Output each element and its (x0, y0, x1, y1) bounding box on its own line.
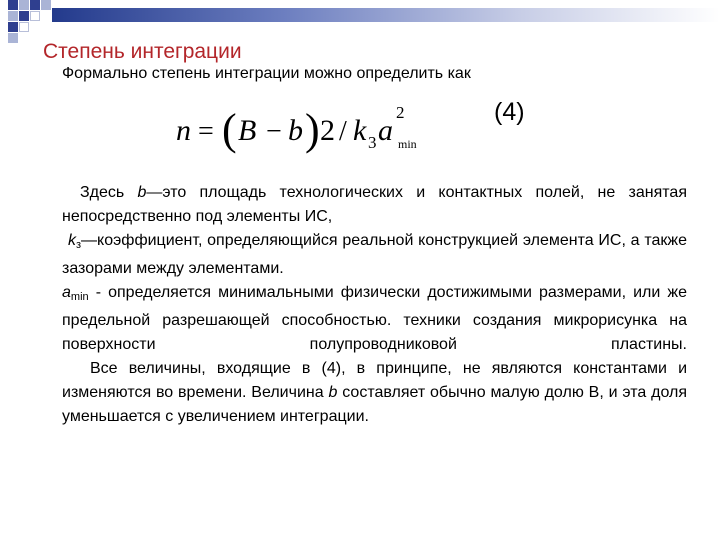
paragraph-b (62, 181, 687, 229)
formula-a-sub: min (398, 137, 417, 151)
decor-square (19, 11, 29, 21)
paragraph-amin (62, 281, 687, 357)
text-span: составляет обычно малую долю В, и эта доля уменьшается с увеличением интеграции. (62, 384, 687, 425)
var-k: k (68, 232, 76, 249)
decor-square (30, 11, 40, 21)
var-a: a (62, 284, 71, 301)
text-span: —коэффициент, определяющийся реальной конструкцией элемента ИС, а также зазорами между элементами. (62, 232, 687, 277)
formula-a-sup: 2 (396, 103, 405, 122)
formula-b: b (288, 114, 303, 147)
slide-title: Степень интеграции (43, 40, 242, 63)
var-a-sub: min (70, 291, 89, 303)
decor-square (8, 11, 18, 21)
formula-rparen: ) (305, 105, 320, 154)
formula-lparen: ( (222, 105, 237, 154)
equation-number: (4) (494, 98, 525, 126)
text-span: - определяется минимальными физически достижимыми размерами, или же предельной разрешающей способностью. техники создания микрорисунка на поверхности полупроводниковой пластины. (62, 284, 687, 353)
formula-k-sub: 3 (368, 133, 377, 152)
decor-square (41, 0, 51, 10)
formula-minus: − (266, 116, 282, 147)
formula-eq: = (198, 116, 214, 147)
formula-B: B (238, 114, 257, 147)
decor-square (19, 0, 29, 10)
header-band (52, 8, 720, 22)
var-k-sub: з (76, 239, 82, 251)
formula-n: n (176, 114, 191, 147)
decor-square (8, 22, 18, 32)
formula-two: 2 (320, 114, 335, 147)
body-text (62, 181, 687, 429)
decor-square (8, 33, 18, 43)
decor-square (8, 0, 18, 10)
formula-k: k (353, 114, 367, 147)
paragraph-summary (62, 357, 687, 429)
var-b: b (137, 184, 147, 201)
var-b: b (328, 384, 338, 401)
formula (172, 98, 442, 158)
text-span: Здесь (80, 184, 138, 201)
decor-square (19, 22, 29, 32)
text-span: —это площадь технологических и контактных полей, не занятая непосредственно под элементы ИС, (62, 184, 687, 225)
intro-text: Формально степень интеграции можно определить как (62, 65, 471, 82)
decor-square (30, 0, 40, 10)
text-span: Все величины, входящие в (4), в принципе, не являются константами и изменяются во времени. Величина (62, 360, 687, 401)
formula-a: a (378, 114, 393, 147)
formula-slash: / (339, 116, 347, 147)
paragraph-k (62, 229, 687, 281)
